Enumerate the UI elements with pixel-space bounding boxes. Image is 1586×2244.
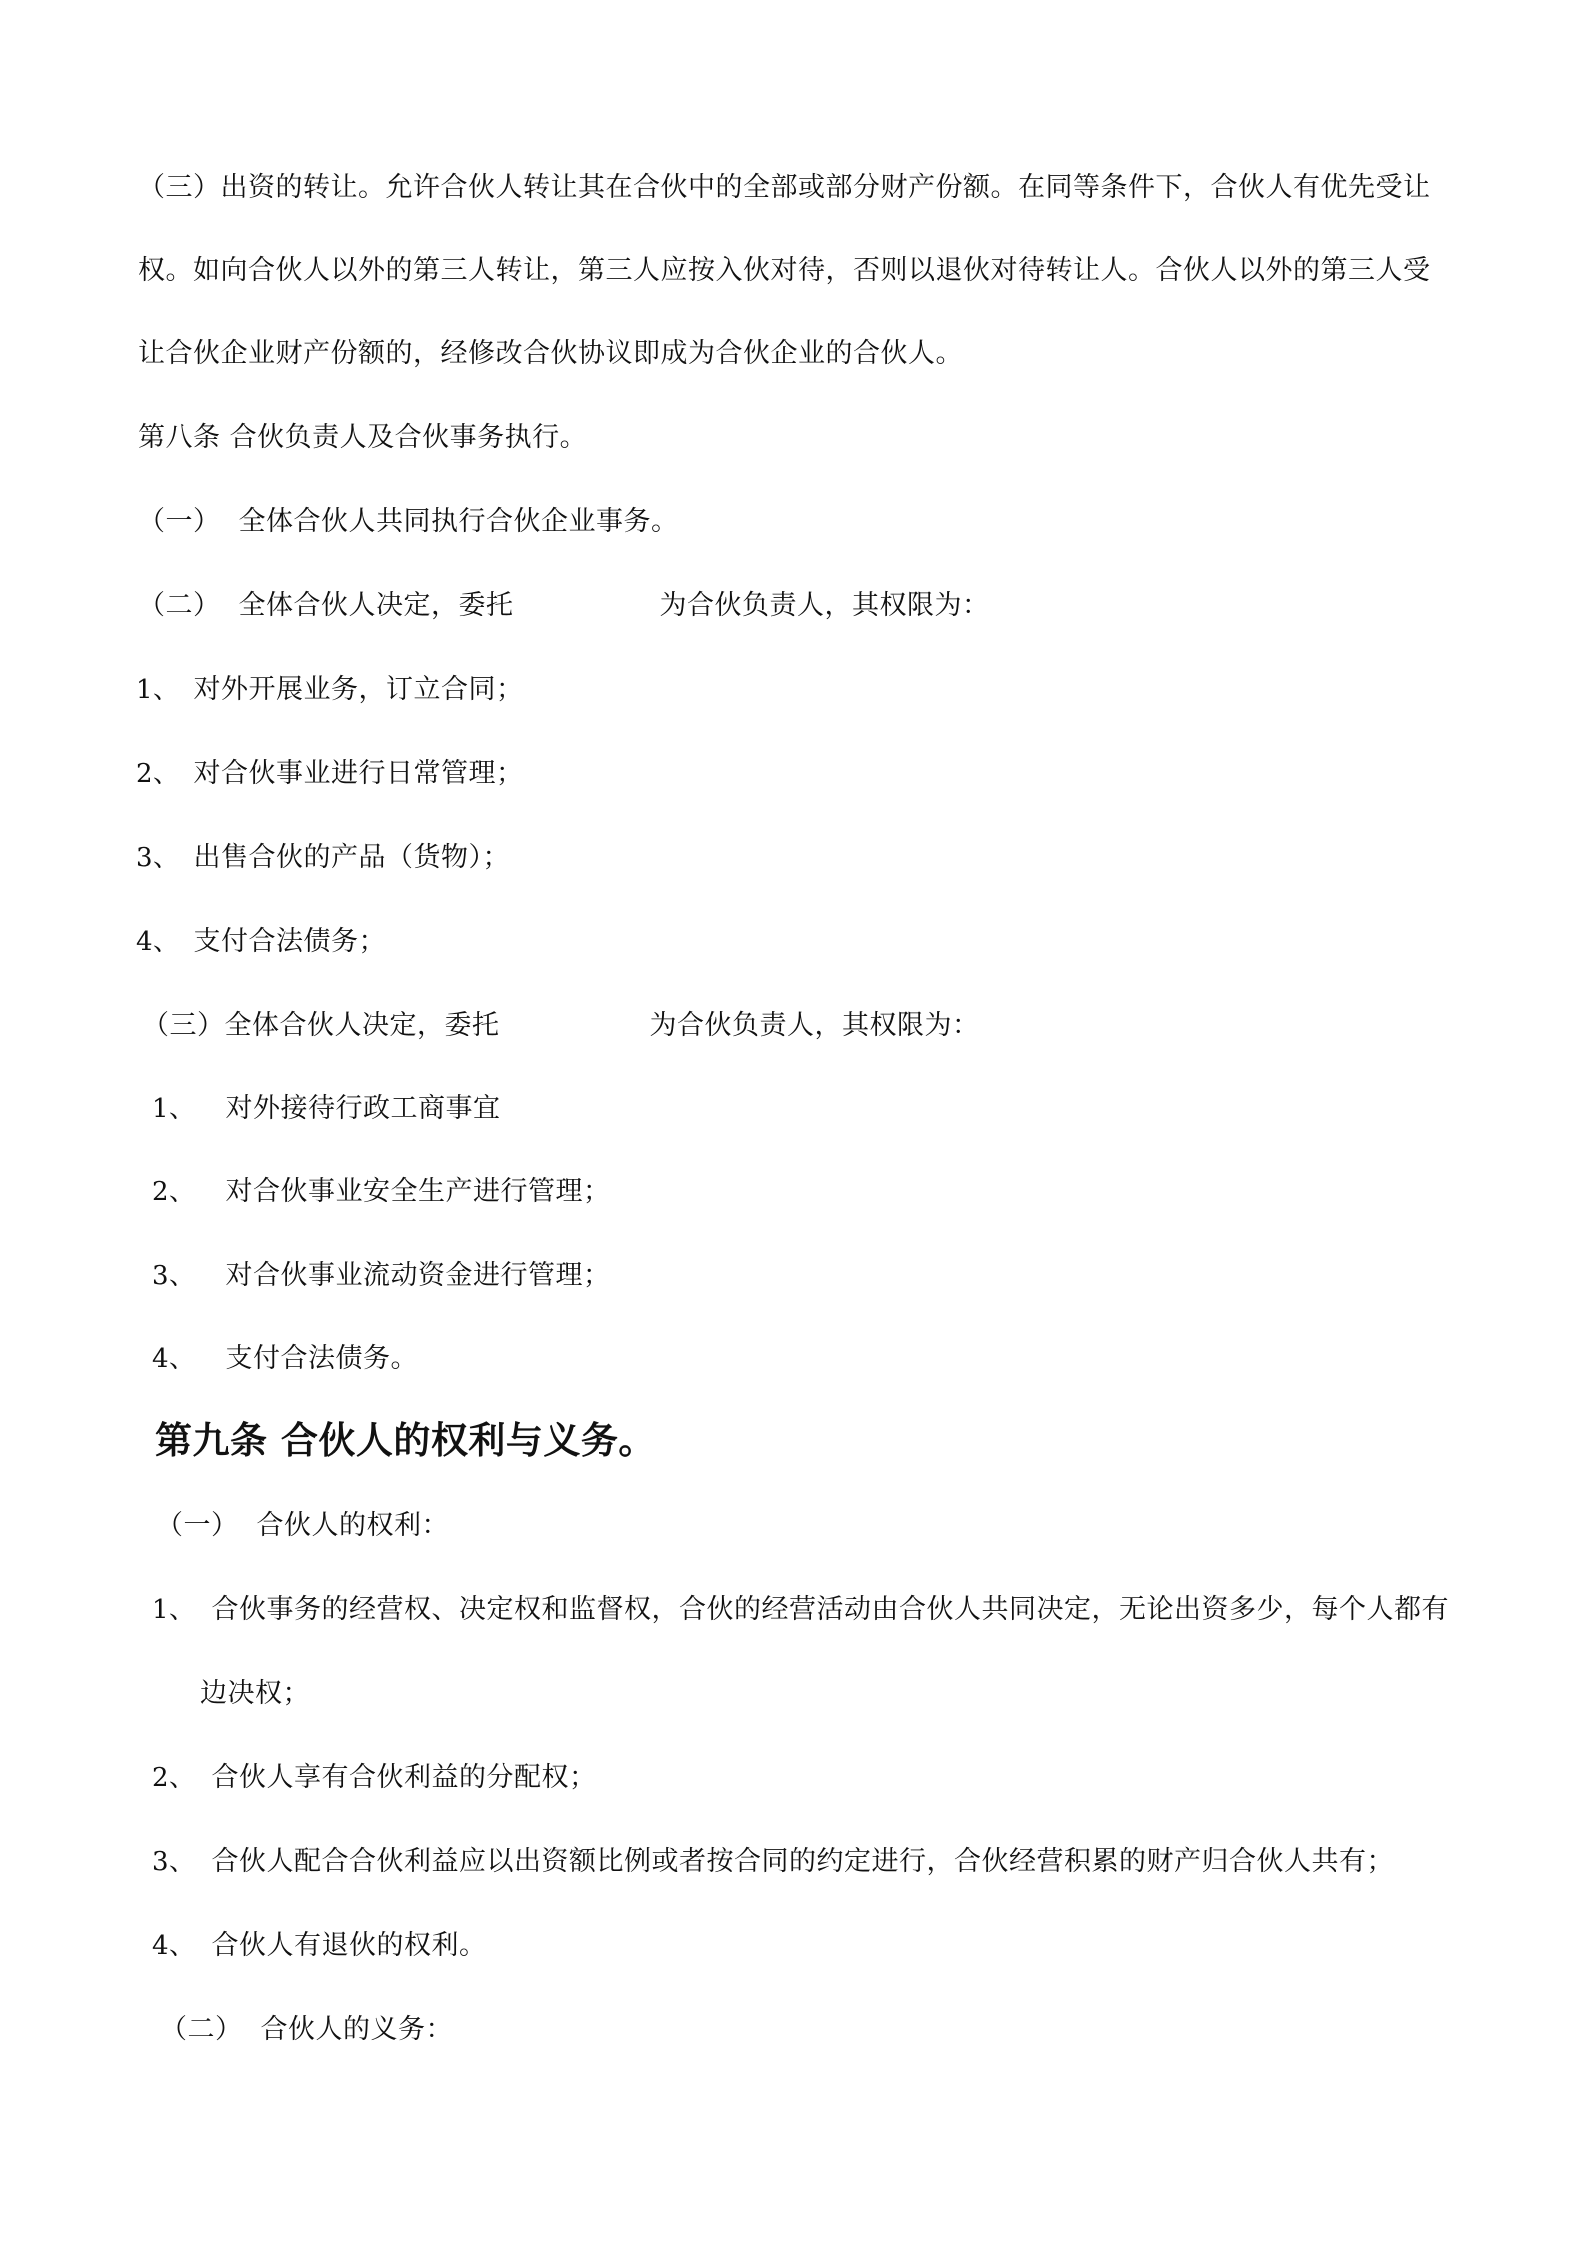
list-item	[152, 1091, 501, 1127]
section-text: 合伙人的权利：	[256, 1510, 449, 1541]
list-item	[136, 924, 386, 960]
section-text-part-b: 为合伙负责人，其权限为：	[649, 1010, 980, 1041]
section-text-part-a: 全体合伙人决定，委托	[238, 590, 514, 621]
article-8-section-2	[138, 588, 990, 624]
item-text: 对外接待行政工商事宜	[225, 1093, 501, 1124]
article-9-section-2	[160, 2012, 453, 2048]
list-item	[152, 1592, 1449, 1628]
item-number: 3、	[152, 1847, 196, 1877]
item-text: 合伙人有退伙的权利。	[211, 1930, 487, 1961]
section-text-part-b: 为合伙负责人，其权限为：	[659, 590, 990, 621]
item-text: 对合伙事业安全生产进行管理；	[225, 1176, 611, 1207]
item-number: 4、	[152, 1931, 196, 1961]
item-text: 对合伙事业流动资金进行管理；	[225, 1260, 611, 1291]
item-number: 2、	[152, 1177, 196, 1207]
paragraph-transfer-line-2: 权。如向合伙人以外的第三人转让，第三人应按入伙对待，否则以退伙对待转让人。合伙人以外的第三人受	[138, 255, 1431, 286]
item-number: 2、	[152, 1763, 196, 1793]
list-item	[152, 1341, 418, 1377]
item-number: 3、	[152, 1261, 196, 1291]
item-text: 合伙事务的经营权、决定权和监督权，合伙的经营活动由合伙人共同决定，无论出资多少，每个人都有	[211, 1594, 1450, 1625]
article-9-section-1	[156, 1508, 449, 1544]
list-item	[136, 672, 524, 708]
list-item	[136, 840, 510, 876]
list-item	[136, 756, 524, 792]
section-marker: （一）	[156, 1510, 239, 1541]
section-text: 合伙人的义务：	[260, 2014, 453, 2045]
item-text: 合伙人配合合伙利益应以出资额比例或者按合同的约定进行，合伙经营积累的财产归合伙人共有；	[211, 1846, 1395, 1877]
list-item	[152, 1928, 487, 1964]
item-text: 支付合法债务。	[225, 1343, 419, 1374]
item-number: 4、	[152, 1344, 196, 1374]
section-marker: （二）	[160, 2014, 243, 2045]
article-8-section-1	[138, 504, 679, 540]
paragraph-transfer-line-3: 让合伙企业财产份额的，经修改合伙协议即成为合伙企业的合伙人。	[138, 338, 963, 369]
item-number: 1、	[152, 1595, 196, 1625]
item-text: 合伙人享有合伙利益的分配权；	[211, 1762, 597, 1793]
article-8-title: 第八条 合伙负责人及合伙事务执行。	[138, 422, 588, 453]
item-text: 出售合伙的产品（货物）；	[193, 842, 511, 873]
list-item	[152, 1174, 611, 1210]
item-number: 2、	[136, 759, 180, 789]
item-text: 对合伙事业进行日常管理；	[193, 758, 524, 789]
paragraph-transfer-line-1: （三）出资的转让。允许合伙人转让其在合伙中的全部或部分财产份额。在同等条件下，合伙人有优先受让	[138, 172, 1431, 203]
article-9-title: 第九条 合伙人的权利与义务。	[155, 1419, 656, 1462]
list-item	[152, 1760, 597, 1796]
section-marker: （一）	[138, 506, 221, 537]
item-number: 3、	[136, 843, 180, 873]
article-8-section-3	[142, 1008, 980, 1044]
section-text: 全体合伙人共同执行合伙企业事务。	[238, 506, 679, 537]
section-text-part-a: （三）全体合伙人决定，委托	[142, 1010, 500, 1041]
item-number: 1、	[136, 675, 180, 705]
list-item	[152, 1844, 1394, 1880]
item-text: 支付合法债务；	[193, 926, 387, 957]
list-item-continuation: 边决权；	[200, 1678, 310, 1709]
section-marker: （二）	[138, 590, 221, 621]
item-text: 对外开展业务，订立合同；	[193, 674, 524, 705]
list-item	[152, 1258, 611, 1294]
item-number: 1、	[152, 1094, 196, 1124]
item-number: 4、	[136, 927, 180, 957]
